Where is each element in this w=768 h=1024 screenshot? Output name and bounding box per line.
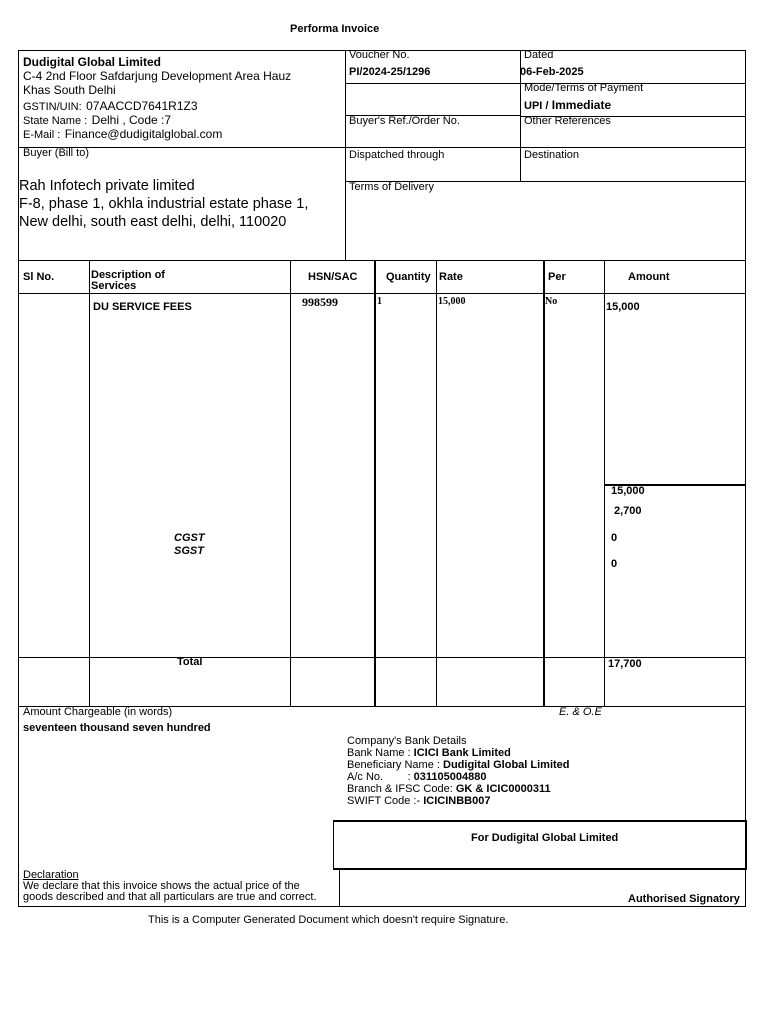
subtotal-value: 15,000 (611, 485, 645, 497)
seller-email (23, 125, 222, 143)
tax-amount-value: 2,700 (614, 505, 642, 517)
destination-label: Destination (524, 149, 580, 161)
other-references-label: Other References (524, 115, 611, 127)
sgst-label: SGST (174, 545, 204, 557)
header-description: Description of Services (91, 269, 165, 292)
bank-name-row: Bank Name : ICICI Bank Limited (347, 747, 511, 759)
authorised-signatory-label: Authorised Signatory (628, 893, 740, 905)
swift-row: SWIFT Code :- ICICINBB007 (347, 795, 491, 807)
amount-words-value: seventeen thousand seven hundred (23, 722, 211, 734)
dated-label: Dated (524, 49, 554, 61)
buyer-name: Rah Infotech private limited (19, 178, 195, 194)
state-label: State Name : (23, 115, 88, 127)
buyer-label: Buyer (Bill to) (23, 147, 90, 159)
dispatched-through-label: Dispatched through (349, 149, 445, 161)
item-hsn: 998599 (302, 295, 338, 309)
item-amount: 15,000 (606, 301, 640, 313)
bank-details (347, 735, 570, 807)
voucher-value: PI/2024-25/1296 (349, 66, 431, 78)
declaration-line2: goods described and that all particulars are true and correct. (23, 891, 317, 903)
header-per: Per (548, 271, 566, 283)
buyer-address-line1: F-8, phase 1, okhla industrial estate phase 1, (19, 196, 309, 212)
payment-terms-value (524, 98, 611, 112)
item-rate: 15,000 (438, 296, 466, 307)
header-quantity: Quantity (386, 271, 431, 283)
gstin-label: GSTIN/UIN: (23, 101, 82, 113)
declaration-line1: We declare that this invoice shows the actual price of the (23, 880, 300, 892)
header-rate: Rate (439, 271, 463, 283)
total-label: Total (177, 656, 203, 668)
buyers-ref-label: Buyer's Ref./Order No. (349, 115, 460, 127)
dated-value: 06-Feb-2025 (520, 66, 584, 78)
declaration (23, 870, 317, 903)
eoe-label: E. & O.E (559, 706, 602, 718)
item-per: No (545, 296, 558, 307)
payment-terms-label: Mode/Terms of Payment (524, 82, 644, 94)
buyer-address-line2: New delhi, south east delhi, delhi, 110020 (19, 214, 287, 230)
seller-address-line2: Khas South Delhi (23, 83, 116, 97)
cgst-value: 0 (611, 532, 618, 544)
gstin-value: 07AACCD7641R1Z3 (86, 99, 198, 113)
payment-mode: UPI / (524, 100, 549, 112)
item-description: DU SERVICE FEES (93, 301, 192, 313)
branch-ifsc-row: Branch & IFSC Code: GK & ICIC0000311 (347, 783, 551, 795)
footer-note: This is a Computer Generated Document which doesn't require Signature. (148, 914, 509, 926)
account-row: A/c No. : 031105004880 (347, 771, 487, 783)
payment-term: Immediate (551, 98, 612, 112)
terms-of-delivery-label: Terms of Delivery (349, 181, 434, 193)
item-quantity: 1 (377, 296, 382, 307)
seller-address-line1: C-4 2nd Floor Safdarjung Development Area Hauz (23, 69, 292, 83)
bank-heading: Company's Bank Details (347, 735, 467, 747)
state-value: Delhi , Code :7 (91, 113, 172, 127)
header-amount: Amount (628, 271, 670, 283)
total-value: 17,700 (608, 658, 642, 670)
document-title: Performa Invoice (290, 23, 380, 35)
beneficiary-row: Beneficiary Name : Dudigital Global Limited (347, 759, 570, 771)
header-sl-no: Sl No. (23, 271, 55, 283)
amount-words-label: Amount Chargeable (in words) (23, 706, 173, 718)
cgst-label: CGST (174, 532, 205, 544)
email-label: E-Mail : (23, 129, 61, 141)
email-value: Finance@dudigitalglobal.com (64, 127, 223, 141)
for-company-label: For Dudigital Global Limited (471, 832, 619, 844)
sgst-value: 0 (611, 558, 618, 570)
header-hsn-sac: HSN/SAC (308, 271, 358, 283)
declaration-heading: Declaration (23, 869, 79, 881)
voucher-label: Voucher No. (349, 49, 410, 61)
seller-name: Dudigital Global Limited (23, 55, 161, 69)
